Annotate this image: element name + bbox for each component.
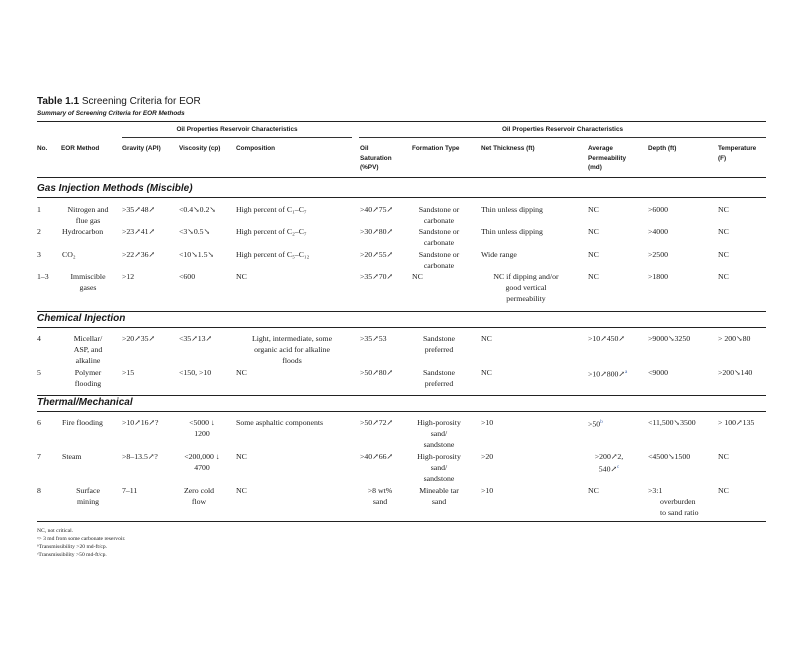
header-method: EOR Method: [61, 145, 100, 152]
cell-oil-saturation: >35↗53: [360, 334, 387, 343]
cell-formation-line2: sand/: [430, 463, 448, 473]
header-temperature-line2: (F): [718, 154, 727, 162]
section-gas-rule: [37, 197, 766, 198]
cell-gravity: >35↗48↗: [122, 205, 156, 214]
cell-formation: [408, 204, 470, 226]
cell-no: 1–3: [37, 272, 49, 281]
cell-formation-line1: Sandstone: [422, 334, 456, 343]
cell-composition-line1: Light, intermediate, some: [251, 334, 333, 343]
cell-formation: [408, 333, 470, 355]
cell-method: [58, 333, 118, 367]
section-gas-injection: Gas Injection Methods (Miscible): [37, 183, 193, 194]
header-net-thickness: Net Thickness (ft): [481, 145, 535, 152]
footnote-marker-c: c: [617, 465, 620, 471]
cell-viscosity: <600: [179, 272, 196, 281]
cell-method-line2: mining: [76, 497, 100, 507]
cell-permeability-value: >50: [588, 419, 601, 429]
cell-depth: [648, 485, 699, 519]
cell-no: 2: [37, 227, 41, 236]
cell-net-thickness: >20: [481, 452, 494, 461]
cell-method-line1: Nitrogen and: [67, 205, 109, 214]
header-oil-saturation: [360, 144, 392, 173]
cell-depth: <9000: [648, 368, 668, 377]
cell-oil-saturation-line1: >8 wt%: [367, 486, 393, 495]
cell-net-thickness: NC: [481, 368, 492, 377]
cell-viscosity-line2: flow: [191, 497, 207, 507]
cell-net-thickness: [481, 271, 571, 305]
cell-permeability: NC: [588, 272, 599, 281]
cell-viscosity: [176, 417, 228, 439]
cell-composition: NC: [236, 452, 247, 461]
footnote-b: ᵇTransmissibility >20 md-ft/cp.: [37, 544, 108, 550]
cell-permeability: NC: [588, 205, 599, 214]
cell-oil-saturation: >20↗55↗: [360, 250, 394, 259]
footnote-c: ᶜTransmissibility >50 md-ft/cp.: [37, 552, 107, 558]
cell-depth: >1800: [648, 272, 668, 281]
cell-formation-line2: preferred: [424, 379, 454, 389]
cell-formation-line2: carbonate: [423, 261, 455, 271]
cell-oil-saturation: >50↗72↗: [360, 418, 394, 427]
cell-method: [58, 271, 118, 293]
header-no: No.: [37, 145, 48, 152]
cell-formation: [408, 367, 470, 389]
cell-oil-saturation: >40↗66↗: [360, 452, 394, 461]
cell-permeability: NC: [588, 486, 599, 495]
cell-method: [58, 367, 118, 389]
cell-method: CO₂: [62, 250, 76, 259]
cell-oil-saturation-line2: sand: [372, 497, 388, 507]
cell-depth: <4500↘1500: [648, 452, 691, 461]
cell-net-thickness: NC: [481, 334, 492, 343]
cell-depth-line2: overburden: [660, 497, 696, 507]
cell-method: Hydrocarbon: [62, 227, 104, 236]
cell-depth: >4000: [648, 227, 668, 236]
cell-gravity: >22↗36↗: [122, 250, 156, 259]
header-formation: Formation Type: [412, 145, 460, 152]
section-chemical-injection: Chemical Injection: [37, 313, 126, 324]
section-thermal-top-rule: [37, 395, 766, 396]
cell-permeability-line2: [584, 462, 634, 475]
header-rule: [37, 177, 766, 178]
footnote-nc: NC, not critical.: [37, 528, 74, 534]
cell-composition: Some asphaltic components: [236, 418, 324, 427]
cell-composition: [232, 333, 352, 367]
cell-method-line2: flooding: [74, 379, 102, 389]
cell-formation: [408, 417, 470, 451]
cell-formation-line2: carbonate: [423, 238, 455, 248]
header-permeability-line2: Permeability: [588, 154, 627, 162]
column-group-left-rule: [122, 137, 352, 138]
cell-oil-saturation: >30↗80↗: [360, 227, 394, 236]
cell-method-line2: flue gas: [75, 216, 101, 226]
cell-viscosity: [176, 451, 228, 473]
cell-method-line1: Polymer: [74, 368, 102, 377]
cell-composition: NC: [236, 272, 247, 281]
cell-formation-line3: sandstone: [423, 474, 455, 484]
cell-net-thickness: >10: [481, 418, 494, 427]
cell-no: 8: [37, 486, 41, 495]
cell-permeability: >10↗450↗: [588, 334, 625, 343]
cell-gravity: >10↗16↗?: [122, 418, 159, 427]
cell-no: 7: [37, 452, 41, 461]
cell-gravity: >15: [122, 368, 135, 377]
bottom-rule: [37, 521, 766, 522]
cell-gravity: 7–11: [122, 486, 138, 495]
cell-temperature: NC: [718, 250, 729, 259]
cell-net-thickness-line1: NC if dipping and/or: [493, 272, 559, 281]
cell-depth: >2500: [648, 250, 668, 259]
cell-oil-saturation: >40↗75↗: [360, 205, 394, 214]
table-title-text: Screening Criteria for EOR: [81, 96, 201, 107]
header-oil-saturation-line3: (%PV): [360, 164, 379, 171]
cell-formation-line1: High-porosity: [417, 418, 461, 427]
cell-permeability: NC: [588, 227, 599, 236]
cell-composition: High percent of C₂–C₇: [236, 227, 307, 236]
cell-permeability: NC: [588, 250, 599, 259]
cell-viscosity-line1: <200,000 ↓: [184, 452, 220, 461]
cell-formation: [408, 226, 470, 248]
top-rule: [37, 121, 766, 122]
cell-composition-line3: floods: [282, 356, 302, 366]
cell-formation-line1: Sandstone or: [418, 227, 460, 236]
table-subtitle: Summary of Screening Criteria for EOR Methods: [37, 110, 185, 117]
cell-method-line1: Immiscible: [70, 272, 106, 281]
cell-formation-line2: sand: [431, 497, 447, 507]
cell-oil-saturation: [356, 485, 404, 507]
header-temperature: [718, 144, 756, 163]
cell-gravity: >8–13.5↗?: [122, 452, 158, 461]
cell-method: Fire flooding: [62, 418, 103, 427]
section-chemical-rule: [37, 327, 766, 328]
header-depth: Depth (ft): [648, 145, 677, 152]
header-permeability-line1: Average: [588, 145, 613, 152]
section-thermal-mechanical: Thermal/Mechanical: [37, 397, 133, 408]
cell-temperature: NC: [718, 205, 729, 214]
cell-temperature: NC: [718, 227, 729, 236]
cell-formation-line1: Sandstone or: [418, 250, 460, 259]
cell-formation-line2: preferred: [424, 345, 454, 355]
column-group-right-rule: [359, 137, 766, 138]
cell-viscosity-line2: 1200: [194, 429, 210, 439]
cell-method-line1: Micellar/: [73, 334, 103, 343]
cell-method: [58, 204, 118, 226]
cell-no: 5: [37, 368, 41, 377]
cell-permeability: [588, 417, 603, 430]
cell-viscosity: <0.4↘0.2↘: [179, 205, 216, 214]
cell-permeability: [584, 451, 634, 475]
cell-gravity: >23↗41↗: [122, 227, 156, 236]
cell-method-line2: gases: [79, 283, 97, 293]
header-oil-saturation-line1: Oil: [360, 145, 369, 152]
cell-no: 6: [37, 418, 41, 427]
footnote-a: ᵃ> 3 md from some carbonate reservoir.: [37, 536, 126, 542]
cell-method-line1: Surface: [76, 486, 100, 495]
cell-permeability-value: >10↗800↗: [588, 369, 625, 379]
footnote-marker-a: a: [624, 370, 628, 375]
cell-net-thickness-line3: permeability: [506, 294, 546, 304]
header-permeability-line3: (md): [588, 164, 602, 171]
cell-formation-line1: Sandstone: [422, 368, 456, 377]
cell-composition: High percent of C₅–C₁₂: [236, 250, 310, 259]
cell-no: 3: [37, 250, 41, 259]
header-gravity: Gravity (API): [122, 145, 161, 152]
section-thermal-rule: [37, 411, 766, 412]
cell-viscosity-line1: Zero cold: [183, 486, 215, 495]
cell-viscosity: <35↗13↗: [179, 334, 213, 343]
cell-formation-line1: High-porosity: [417, 452, 461, 461]
cell-net-thickness: >10: [481, 486, 494, 495]
cell-method: [58, 485, 118, 507]
cell-temperature: > 100↗135: [718, 418, 755, 427]
cell-method-line2: ASP, and: [73, 345, 103, 355]
cell-oil-saturation: >35↗70↗: [360, 272, 394, 281]
cell-formation: [408, 451, 470, 485]
section-chemical-top-rule: [37, 311, 766, 312]
cell-depth: >9000↘3250: [648, 334, 691, 343]
cell-formation-line1: Mineable tar: [419, 486, 459, 495]
footnote-marker-b: b: [600, 420, 603, 425]
cell-viscosity-line2: 4700: [194, 463, 210, 473]
cell-net-thickness: Thin unless dipping: [481, 205, 543, 214]
header-composition: Composition: [236, 145, 276, 152]
cell-viscosity: <3↘0.5↘: [179, 227, 211, 236]
cell-depth: >6000: [648, 205, 668, 214]
cell-oil-saturation: >50↗80↗: [360, 368, 394, 377]
cell-composition: NC: [236, 368, 247, 377]
cell-formation-line2: carbonate: [423, 216, 455, 226]
cell-viscosity: <10↘1.5↘: [179, 250, 215, 259]
cell-net-thickness-line2: good vertical: [505, 283, 547, 293]
cell-permeability-value: 540↗: [598, 464, 617, 474]
cell-viscosity: [176, 485, 222, 507]
header-temperature-line1: Temperature: [718, 145, 757, 152]
cell-no: 1: [37, 205, 41, 214]
cell-viscosity: <150, >10: [179, 368, 212, 377]
cell-formation-line3: sandstone: [423, 440, 455, 450]
cell-temperature: NC: [718, 486, 729, 495]
cell-method-line3: alkaline: [75, 356, 101, 366]
cell-depth-line3: to sand ratio: [660, 508, 699, 518]
cell-gravity: >20↗35↗: [122, 334, 156, 343]
header-oil-saturation-line2: Saturation: [360, 154, 392, 162]
cell-composition-line2: organic acid for alkaline: [254, 345, 330, 355]
cell-permeability-line1: >200↗2,: [594, 452, 624, 461]
cell-formation: [408, 485, 470, 507]
cell-permeability: [588, 367, 627, 380]
cell-net-thickness: Wide range: [481, 250, 517, 259]
cell-method: Steam: [62, 452, 82, 461]
cell-formation: [408, 249, 470, 271]
cell-composition: NC: [236, 486, 247, 495]
cell-formation-line1: Sandstone or: [418, 205, 460, 214]
column-group-left: Oil Properties Reservoir Characteristics: [176, 126, 298, 133]
cell-depth-line1: >3:1: [648, 486, 663, 495]
cell-temperature: NC: [718, 272, 729, 281]
cell-formation-line2: sand/: [430, 429, 448, 439]
cell-viscosity-line1: <5000 ↓: [189, 418, 215, 427]
cell-gravity: >12: [122, 272, 135, 281]
cell-formation: NC: [412, 272, 423, 281]
table-label: Table 1.1: [37, 96, 80, 107]
cell-net-thickness: Thin unless dipping: [481, 227, 543, 236]
header-permeability: [588, 144, 626, 173]
column-group-right: Oil Properties Reservoir Characteristics: [501, 126, 624, 133]
cell-depth: <11,500↘3500: [648, 418, 696, 427]
cell-temperature: >200↘140: [718, 368, 753, 377]
cell-temperature: NC: [718, 452, 729, 461]
header-viscosity: Viscosity (cp): [179, 145, 221, 152]
cell-composition: High percent of C₁–C₇: [236, 205, 307, 214]
table-title: [37, 96, 201, 107]
cell-no: 4: [37, 334, 41, 343]
cell-temperature: > 200↘80: [718, 334, 751, 343]
